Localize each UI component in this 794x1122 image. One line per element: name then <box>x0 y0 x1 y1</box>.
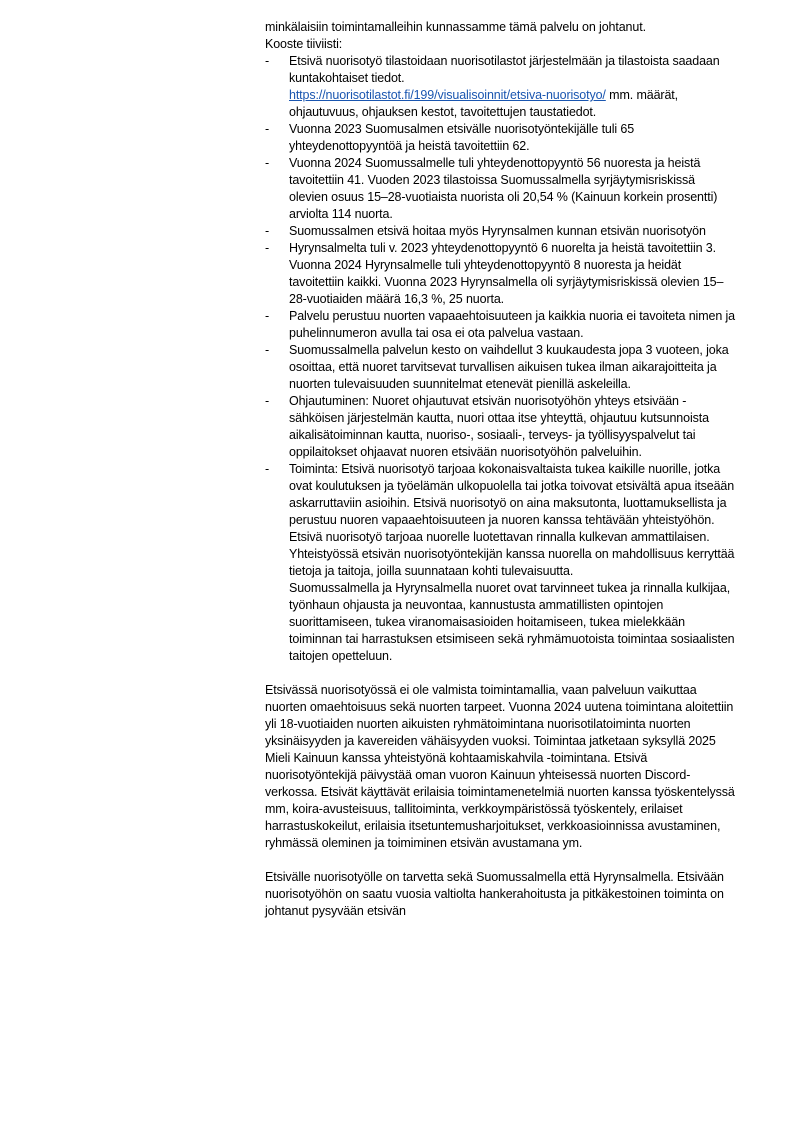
bullet-dash: - <box>265 54 270 68</box>
list-item-text: Vuonna 2023 Suomusalmen etsivälle nuorisotyöntekijälle tuli 65 yhteydenottopyyntöä ja heistä tavoitettiin 62. <box>289 122 635 153</box>
list-item <box>265 308 737 342</box>
list-item <box>265 342 737 393</box>
bullet-dash: - <box>265 394 270 408</box>
bullet-dash: - <box>265 156 270 170</box>
list-item <box>265 155 737 223</box>
list-item <box>265 240 737 308</box>
summary-list <box>265 53 737 665</box>
summary-heading: Kooste tiiviisti: <box>265 37 343 51</box>
list-item-text: Etsivä nuorisotyö tarjoaa nuorelle luotettavan rinnalla kulkevan ammattilaisen. Yhteistyössä etsivän nuorisotyöntekijän kanssa nuorella on mahdollisuus kerryttää tietoja ja taitoja, joilla suunnataan kohti tulevaisuutta. <box>289 530 735 578</box>
intro-line: minkälaisiin toimintamalleihin kunnassamme tämä palvelu on johtanut. <box>265 20 646 34</box>
body-paragraph: Etsivälle nuorisotyölle on tarvetta sekä Suomussalmella että Hyrynsalmella. Etsivään nuorisotyöhön on saatu vuosia valtiolta hankerahoitusta ja pitkäkestoinen toiminta on johtanut pysyvään etsivän <box>265 870 724 918</box>
statistics-link[interactable]: https://nuorisotilastot.fi/199/visualisoinnit/etsiva-nuorisotyo/ <box>289 88 606 102</box>
list-item <box>265 121 737 155</box>
bullet-dash: - <box>265 462 270 476</box>
list-item-text-before: Etsivä nuorisotyö tilastoidaan nuorisotilastot järjestelmään ja tilastoista saadaan kuntakohtaiset tiedot. <box>289 54 720 85</box>
document-page <box>265 19 737 920</box>
list-item-text: Vuonna 2024 Suomussalmelle tuli yhteydenottopyyntö 56 nuoresta ja heistä tavoitettiin 41. Vuoden 2023 tilastoissa Suomussalmella syrjäytymisriskissä olevien osuus 15–28-vuotiaista nuorista oli 20,54 % (Kainuun korkein prosentti) arviolta 114 nuorta. <box>289 156 718 221</box>
list-item-text: Ohjautuminen: Nuoret ohjautuvat etsivän nuorisotyöhön yhteys etsivään -sähköisen järjestelmän kautta, nuori ottaa itse yhteyttä, ohjautuu kutsunnoista aikalisätoiminnan kautta, nuoriso-, sosiaali-, terveys- ja työllisyyspalvelut tai oppilaitokset ohjaavat nuoren etsivään nuorisotyöhön palveluihin. <box>289 394 709 459</box>
list-item <box>265 393 737 461</box>
list-item <box>265 223 737 240</box>
list-item-text: Hyrynsalmelta tuli v. 2023 yhteydenottopyyntö 6 nuorelta ja heistä tavoitettiin 3. Vuonna 2024 Hyrynsalmelle tuli yhteydenottopyyntö 8 nuoresta ja heidät tavoitettiin kaikki. Vuonna 2023 Hyrynsalmella oli syrjäytymisriskissä olevien 15–28-vuotiaiden määrä 16,3 %, 25 nuorta. <box>289 241 724 306</box>
list-item-text-after: mm. määrät, ohjautuvuus, ohjauksen kestot, tavoitettujen taustatiedot. <box>289 88 678 119</box>
list-item <box>265 461 737 665</box>
list-item-text <box>289 53 737 121</box>
body-paragraph: Etsivässä nuorisotyössä ei ole valmista toimintamallia, vaan palveluun vaikuttaa nuorten omaehtoisuus sekä nuorten tarpeet. Vuonna 2024 uutena toimintana aloitettiin yli 18-vuotiaiden nuorten aikuisten ryhmätoimintana nuorisotilatoiminta nuorten yksinäisyyden ja kavereiden vähäisyyden vuoksi. Toimintaa jatketaan syksyllä 2025 Mieli Kainuun kanssa yhteistyönä kohtaamiskahvila -toimintana. Etsivä nuorisotyöntekijä päivystää oman vuoron Kainuun yhteisessä nuorten Discord-verkossa. Etsivät käyttävät erilaisia toimintamenetelmiä nuorten kanssa työskentelyssä mm, koira-avusteisuus, tallitoiminta, verkkoympäristössä työskentely, erilaiset harrastuskokeilut, erilaisia itsetuntemusharjoitukset, verkkoasioinnissa avustaminen, ryhmässä oleminen ja toimiminen etsivän avustamana ym. <box>265 683 735 850</box>
list-item-text: Suomussalmen etsivä hoitaa myös Hyrynsalmen kunnan etsivän nuorisotyön <box>289 224 706 238</box>
list-item <box>265 53 737 121</box>
list-item-text: Toiminta: Etsivä nuorisotyö tarjoaa kokonaisvaltaista tukea kaikille nuorille, jotka ovat koulutuksen ja työelämän ulkopuolella tai jotka toivovat etsivältä apua itseään askarruttaviin asioihin. Etsivä nuorisotyö on aina maksutonta, luottamuksellista ja perustuu nuoren vapaaehtoisuuteen ja nuoren kanssa tehtävään yhteistyöhön. <box>289 462 735 527</box>
bullet-dash: - <box>265 309 270 323</box>
bullet-dash: - <box>265 343 270 357</box>
list-item-text: Suomussalmella palvelun kesto on vaihdellut 3 kuukaudesta jopa 3 vuoteen, joka osoittaa, että nuoret tarvitsevat turvallisen aikuisen tukea ilman aikarajoitteita ja nuorten tulevaisuuden suunnitelmat etenevät pienillä askeleilla. <box>289 343 729 391</box>
list-item-text: Suomussalmella ja Hyrynsalmella nuoret ovat tarvinneet tukea ja rinnalla kulkijaa, työnhaun ohjausta ja neuvontaa, kannustusta ammatillisten opintojen suorittamiseen, tukea viranomaisasioiden hoitamiseen, tukea mielekkään toiminnan tai harrastuksen etsimiseen sekä ryhmämuotoista toimintaa sosiaalisten taitojen opetteluun. <box>289 581 735 663</box>
list-item-text: Palvelu perustuu nuorten vapaaehtoisuuteen ja kaikkia nuoria ei tavoiteta nimen ja puhelinnumeron avulla tai osa ei ota palvelua vastaan. <box>289 309 736 340</box>
bullet-dash: - <box>265 241 270 255</box>
bullet-dash: - <box>265 122 270 136</box>
bullet-dash: - <box>265 224 270 238</box>
